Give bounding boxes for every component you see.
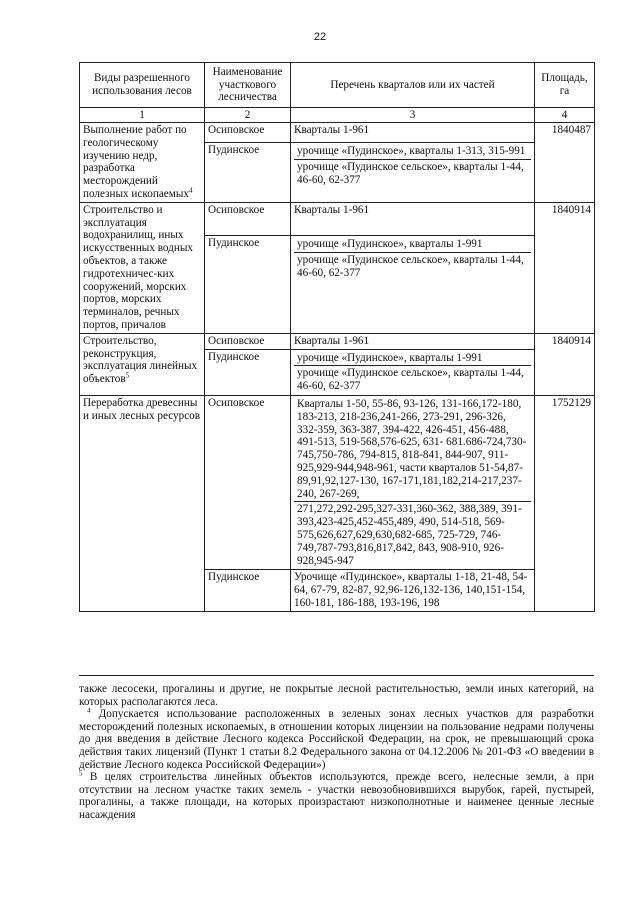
footnote-ref: 5	[125, 371, 130, 380]
area-value: 1840914	[535, 333, 595, 395]
column-number: 2	[205, 108, 291, 123]
quarters-cell: Кварталы 1-961	[291, 123, 535, 143]
quarters-cell: Кварталы 1-961	[291, 202, 535, 235]
forestry-name: Пудинское	[205, 349, 291, 395]
quarters-cell	[291, 236, 535, 334]
footnote-4	[79, 708, 594, 771]
column-number-row	[80, 108, 595, 123]
area-value: 1840914	[535, 202, 595, 333]
quarters-cell	[291, 395, 535, 569]
area-value: 1840487	[535, 123, 595, 203]
forestry-name: Осиповское	[205, 202, 291, 235]
quarters-part: урочище «Пудинское сельское», кварталы 1-44, 46-60, 62-377	[297, 367, 524, 393]
quarters-part: 271,272,292-295,327-331,360-362, 388,389, 391-393,423-425,452-455,489, 490, 514-518, 569-575,626,627,629,630,682-685, 725-729, 746-749,787-793,816,817,842, 843, 908-910, 926-928,945-947	[297, 503, 522, 567]
use-type-cell	[80, 123, 205, 203]
forestry-name: Пудинское	[205, 236, 291, 334]
footnote-ref: 4	[188, 186, 193, 195]
use-type-cell: Строительство и эксплуатация водохранилищ, иных искусственных водных объектов, а также гидротехничес-ких сооружений, морских портов, морских терминалов, речных портов, причалов	[80, 202, 205, 333]
use-type-text: Строительство, реконструкция, эксплуатация линейных объектов	[83, 334, 198, 386]
quarters-part: урочище «Пудинское», кварталы 1-991	[294, 237, 531, 253]
quarters-cell	[291, 349, 535, 395]
footnote-text: В целях строительства линейных объектов используются, прежде всего, нелесные земли, а при отсутствии на лесном участке таких земель - участки невозобновившихся вырубок, гарей, пустырей, прогалины, а также площади, на которых произрастают низкополнотные и наименее ценные лесные насаждения	[79, 771, 594, 821]
use-type-text: Выполнение работ по геологическому изучению недр, разработка месторождений полезных ископаемых	[83, 124, 189, 200]
header-use-type: Виды разрешенного использования лесов	[80, 63, 205, 108]
header-forestry: Наименование участкового лесничества	[205, 63, 291, 108]
table-row	[80, 395, 595, 569]
column-number: 1	[80, 108, 205, 123]
quarters-part: Кварталы 1-50, 55-86, 93-126, 131-166,172-180, 183-213, 218-236,241-266, 273-291, 296-326, 332-359, 363-387, 394-422, 426-451, 456-488, 491-513, 519-568,576-625, 631- 681.686-724,730-745,750-786, 794-815, 818-841, 844-907, 911-925,929-944,948-961, части кварталов 51-54,87-89,91,92,127-130, 167-171,181,182,214-217,237-240, 267-269,	[294, 397, 531, 502]
quarters-part: урочище «Пудинское», кварталы 1-991	[294, 351, 531, 367]
quarters-part: урочище «Пудинское сельское», кварталы 1-44, 46-60, 62-377	[297, 253, 524, 279]
footnote-mark: 4	[87, 706, 91, 715]
footnote-mark: 5	[79, 769, 83, 778]
area-value: 1752129	[535, 395, 595, 611]
forestry-name: Осиповское	[205, 395, 291, 569]
column-number: 4	[535, 108, 595, 123]
quarters-cell: Урочище «Пудинское», кварталы 1-18, 21-48, 54-64, 67-79, 82-87, 92,96-126,132-136, 140,151-154, 160-181, 186-188, 193-196, 198	[291, 570, 535, 611]
use-type-cell	[80, 333, 205, 395]
quarters-part: урочище «Пудинское», кварталы 1-313, 315-991	[294, 144, 531, 160]
footnotes	[79, 675, 594, 822]
quarters-cell: Кварталы 1-961	[291, 333, 535, 349]
column-number: 3	[291, 108, 535, 123]
quarters-part: урочище «Пудинское сельское», кварталы 1-44, 46-60, 62-377	[297, 161, 524, 186]
forestry-name: Пудинское	[205, 570, 291, 611]
quarters-cell	[291, 143, 535, 203]
page-number: 22	[313, 31, 327, 43]
use-type-cell: Переработка древесины и иных лесных ресурсов	[80, 395, 205, 611]
header-area: Площадь, га	[535, 63, 595, 108]
table-header-row	[80, 63, 595, 108]
header-quarters: Перечень кварталов или их частей	[291, 63, 535, 108]
forestry-name: Осиповское	[205, 123, 291, 143]
table-row	[80, 333, 595, 349]
forestry-name: Осиповское	[205, 333, 291, 349]
forest-use-table	[79, 62, 595, 612]
table-row	[80, 202, 595, 235]
table-row	[80, 123, 595, 143]
footnote-continuation: также лесосеки, прогалины и другие, не покрытые лесной растительностью, земли иных категорий, на которых располагаются леса.	[79, 683, 594, 708]
footnote-5	[79, 771, 594, 821]
footnote-text: Допускается использование расположенных в зеленых зонах лесных участков для разработки месторождений полезных ископаемых, в отношении которых лицензии на пользование недрами получены до дня введения в действие Лесного кодекса Российской Федерации, на срок, не превышающий срока действия таких лицензий (Пункт 1 статьи 8.2 Федерального закона от 04.12.2006 № 201-ФЗ «О введении в действие Лесного кодекса Российской Федерации»)	[79, 708, 595, 771]
forestry-name: Пудинское	[205, 143, 291, 203]
